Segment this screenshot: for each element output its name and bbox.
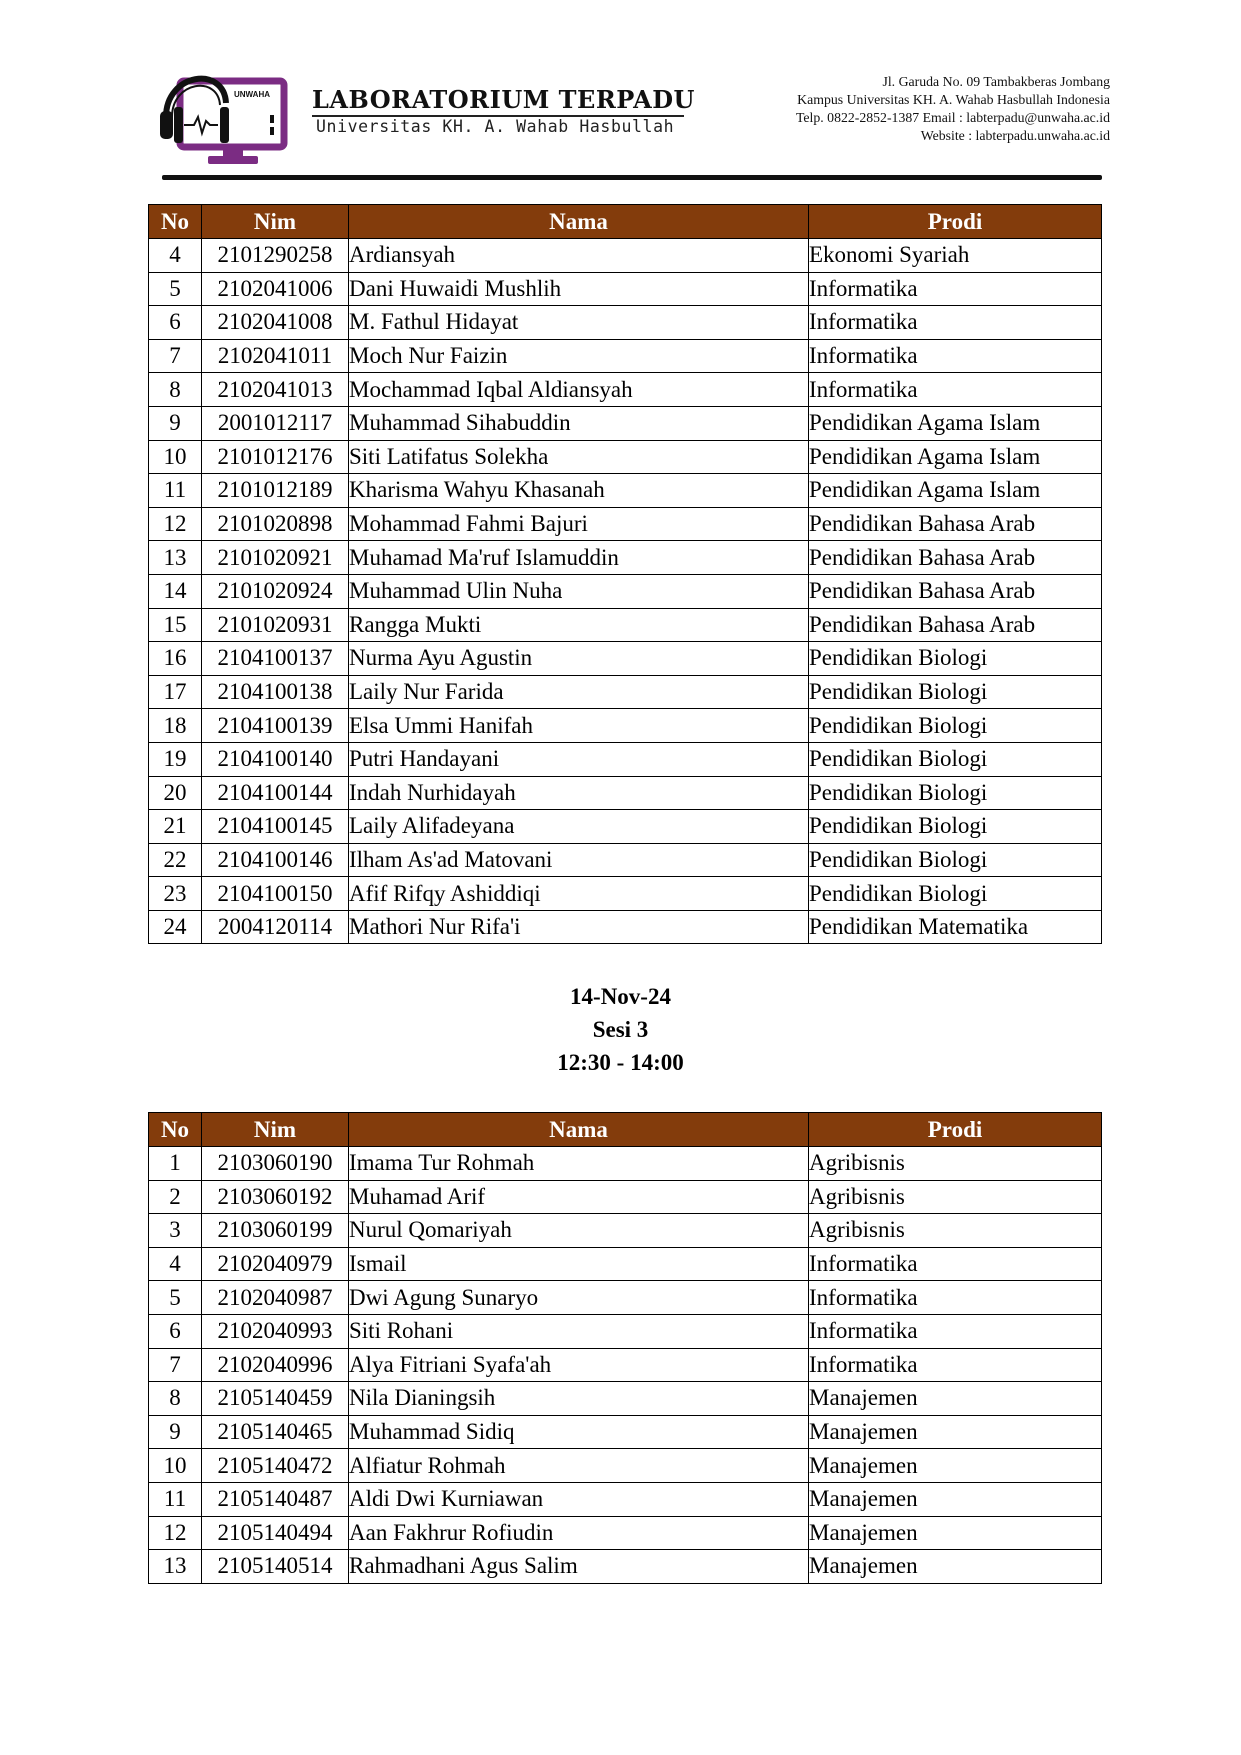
cell-prodi: Informatika xyxy=(809,272,1102,306)
cell-prodi: Manajemen xyxy=(809,1449,1102,1483)
cell-no: 9 xyxy=(149,406,202,440)
cell-prodi: Pendidikan Biologi xyxy=(809,877,1102,911)
lab-logo xyxy=(160,59,295,167)
cell-no: 24 xyxy=(149,910,202,944)
cell-prodi: Pendidikan Agama Islam xyxy=(809,406,1102,440)
table-row xyxy=(149,1214,1102,1248)
cell-prodi: Informatika xyxy=(809,1314,1102,1348)
table-row xyxy=(149,507,1102,541)
table-body xyxy=(149,1147,1102,1584)
cell-no: 11 xyxy=(149,1482,202,1516)
cell-prodi: Ekonomi Syariah xyxy=(809,239,1102,273)
cell-nim: 2105140487 xyxy=(202,1482,349,1516)
cell-nama: Nurul Qomariyah xyxy=(349,1214,809,1248)
cell-nim: 2103060199 xyxy=(202,1214,349,1248)
cell-nim: 2101020898 xyxy=(202,507,349,541)
cell-no: 8 xyxy=(149,1382,202,1416)
cell-nama: Alfiatur Rohmah xyxy=(349,1449,809,1483)
cell-nama: Indah Nurhidayah xyxy=(349,776,809,810)
cell-nama: Muhamad Ma'ruf Islamuddin xyxy=(349,541,809,575)
cell-no: 4 xyxy=(149,1247,202,1281)
table-row xyxy=(149,910,1102,944)
table-row xyxy=(149,1247,1102,1281)
table-row xyxy=(149,1415,1102,1449)
cell-no: 16 xyxy=(149,642,202,676)
cell-no: 3 xyxy=(149,1214,202,1248)
cell-nim: 2105140472 xyxy=(202,1449,349,1483)
cell-prodi: Manajemen xyxy=(809,1382,1102,1416)
cell-no: 5 xyxy=(149,1281,202,1315)
cell-prodi: Pendidikan Biologi xyxy=(809,742,1102,776)
cell-nim: 2102041008 xyxy=(202,306,349,340)
cell-nim: 2105140459 xyxy=(202,1382,349,1416)
cell-nama: Mathori Nur Rifa'i xyxy=(349,910,809,944)
cell-no: 17 xyxy=(149,675,202,709)
column-header-no: No xyxy=(149,205,202,239)
cell-nim: 2104100144 xyxy=(202,776,349,810)
header-divider xyxy=(162,175,1102,180)
table-row xyxy=(149,272,1102,306)
cell-no: 19 xyxy=(149,742,202,776)
cell-prodi: Pendidikan Biologi xyxy=(809,709,1102,743)
table-row xyxy=(149,1348,1102,1382)
address-line: Kampus Universitas KH. A. Wahab Hasbullah Indonesia xyxy=(797,92,1110,107)
table-row xyxy=(149,1482,1102,1516)
cell-prodi: Informatika xyxy=(809,339,1102,373)
table-row xyxy=(149,406,1102,440)
cell-prodi: Pendidikan Matematika xyxy=(809,910,1102,944)
lab-title: LABORATORIUM TERPADU xyxy=(312,85,695,114)
cell-nama: Muhammad Ulin Nuha xyxy=(349,574,809,608)
table-row xyxy=(149,306,1102,340)
cell-nama: Nila Dianingsih xyxy=(349,1382,809,1416)
table-row xyxy=(149,474,1102,508)
cell-nim: 2104100138 xyxy=(202,675,349,709)
table-row xyxy=(149,1180,1102,1214)
cell-nim: 2102041013 xyxy=(202,373,349,407)
cell-no: 7 xyxy=(149,1348,202,1382)
cell-prodi: Pendidikan Agama Islam xyxy=(809,474,1102,508)
cell-nim: 2102040987 xyxy=(202,1281,349,1315)
table-header-row xyxy=(149,1113,1102,1147)
cell-no: 5 xyxy=(149,272,202,306)
table-row xyxy=(149,339,1102,373)
cell-prodi: Informatika xyxy=(809,306,1102,340)
table-row xyxy=(149,574,1102,608)
table-row xyxy=(149,810,1102,844)
cell-nim: 2102041011 xyxy=(202,339,349,373)
cell-no: 18 xyxy=(149,709,202,743)
cell-nim: 2105140465 xyxy=(202,1415,349,1449)
cell-nama: Alya Fitriani Syafa'ah xyxy=(349,1348,809,1382)
cell-nim: 2101020924 xyxy=(202,574,349,608)
cell-nim: 2102041006 xyxy=(202,272,349,306)
cell-nama: Rahmadhani Agus Salim xyxy=(349,1550,809,1584)
cell-nama: Rangga Mukti xyxy=(349,608,809,642)
cell-prodi: Informatika xyxy=(809,1281,1102,1315)
table-row xyxy=(149,541,1102,575)
table-row xyxy=(149,239,1102,273)
cell-prodi: Pendidikan Bahasa Arab xyxy=(809,507,1102,541)
column-header-nama: Nama xyxy=(349,205,809,239)
cell-prodi: Pendidikan Bahasa Arab xyxy=(809,608,1102,642)
cell-prodi: Informatika xyxy=(809,373,1102,407)
letterhead xyxy=(150,55,1110,165)
cell-prodi: Manajemen xyxy=(809,1482,1102,1516)
cell-nim: 2103060190 xyxy=(202,1147,349,1181)
cell-no: 9 xyxy=(149,1415,202,1449)
cell-nim: 2004120114 xyxy=(202,910,349,944)
cell-nim: 2104100145 xyxy=(202,810,349,844)
cell-prodi: Agribisnis xyxy=(809,1147,1102,1181)
cell-no: 11 xyxy=(149,474,202,508)
cell-prodi: Pendidikan Bahasa Arab xyxy=(809,574,1102,608)
cell-nama: Aan Fakhrur Rofiudin xyxy=(349,1516,809,1550)
column-header-no: No xyxy=(149,1113,202,1147)
cell-nama: Imama Tur Rohmah xyxy=(349,1147,809,1181)
table-row xyxy=(149,1281,1102,1315)
cell-no: 23 xyxy=(149,877,202,911)
table-row xyxy=(149,675,1102,709)
cell-no: 21 xyxy=(149,810,202,844)
cell-nama: Kharisma Wahyu Khasanah xyxy=(349,474,809,508)
cell-prodi: Manajemen xyxy=(809,1415,1102,1449)
cell-prodi: Pendidikan Biologi xyxy=(809,810,1102,844)
cell-nim: 2103060192 xyxy=(202,1180,349,1214)
cell-nama: Elsa Ummi Hanifah xyxy=(349,709,809,743)
cell-nim: 2101012176 xyxy=(202,440,349,474)
lab-subtitle: Universitas KH. A. Wahab Hasbullah xyxy=(316,117,675,136)
logo-text: UNWAHA xyxy=(234,90,270,99)
cell-nim: 2001012117 xyxy=(202,406,349,440)
table-row xyxy=(149,1449,1102,1483)
cell-prodi: Pendidikan Biologi xyxy=(809,675,1102,709)
cell-nim: 2101020921 xyxy=(202,541,349,575)
cell-nim: 2104100140 xyxy=(202,742,349,776)
cell-nim: 2104100137 xyxy=(202,642,349,676)
table-row xyxy=(149,1550,1102,1584)
cell-prodi: Manajemen xyxy=(809,1516,1102,1550)
website-line: Website : labterpadu.unwaha.ac.id xyxy=(920,128,1110,143)
cell-prodi: Pendidikan Agama Islam xyxy=(809,440,1102,474)
table-row xyxy=(149,709,1102,743)
cell-no: 7 xyxy=(149,339,202,373)
session-info xyxy=(0,980,1241,1079)
table-row xyxy=(149,1147,1102,1181)
cell-nama: Muhammad Sihabuddin xyxy=(349,406,809,440)
column-header-prodi: Prodi xyxy=(809,205,1102,239)
cell-nama: Siti Rohani xyxy=(349,1314,809,1348)
cell-nama: M. Fathul Hidayat xyxy=(349,306,809,340)
cell-no: 20 xyxy=(149,776,202,810)
cell-no: 15 xyxy=(149,608,202,642)
session-date: 14-Nov-24 xyxy=(570,984,671,1009)
cell-nama: Mochammad Iqbal Aldiansyah xyxy=(349,373,809,407)
table-row xyxy=(149,1314,1102,1348)
cell-no: 6 xyxy=(149,306,202,340)
address-line: Jl. Garuda No. 09 Tambakberas Jombang xyxy=(882,74,1110,89)
cell-nama: Nurma Ayu Agustin xyxy=(349,642,809,676)
cell-no: 13 xyxy=(149,541,202,575)
cell-nama: Ismail xyxy=(349,1247,809,1281)
table-row xyxy=(149,742,1102,776)
cell-no: 22 xyxy=(149,843,202,877)
cell-nama: Afif Rifqy Ashiddiqi xyxy=(349,877,809,911)
column-header-nim: Nim xyxy=(202,1113,349,1147)
cell-no: 12 xyxy=(149,1516,202,1550)
table-row xyxy=(149,642,1102,676)
cell-prodi: Agribisnis xyxy=(809,1214,1102,1248)
cell-nama: Moch Nur Faizin xyxy=(349,339,809,373)
table-row xyxy=(149,776,1102,810)
table-row xyxy=(149,877,1102,911)
cell-nama: Laily Alifadeyana xyxy=(349,810,809,844)
cell-prodi: Pendidikan Bahasa Arab xyxy=(809,541,1102,575)
table-row xyxy=(149,608,1102,642)
cell-nama: Ardiansyah xyxy=(349,239,809,273)
table-body xyxy=(149,239,1102,944)
cell-nama: Dani Huwaidi Mushlih xyxy=(349,272,809,306)
cell-prodi: Informatika xyxy=(809,1348,1102,1382)
cell-no: 10 xyxy=(149,1449,202,1483)
table-header-row xyxy=(149,205,1102,239)
column-header-nama: Nama xyxy=(349,1113,809,1147)
address-block xyxy=(796,73,1110,145)
cell-no: 8 xyxy=(149,373,202,407)
cell-nim: 2101020931 xyxy=(202,608,349,642)
table-row xyxy=(149,440,1102,474)
cell-prodi: Informatika xyxy=(809,1247,1102,1281)
cell-nama: Muhamad Arif xyxy=(349,1180,809,1214)
cell-prodi: Pendidikan Biologi xyxy=(809,642,1102,676)
cell-no: 10 xyxy=(149,440,202,474)
cell-prodi: Manajemen xyxy=(809,1550,1102,1584)
cell-no: 1 xyxy=(149,1147,202,1181)
table-row xyxy=(149,1382,1102,1416)
table-row xyxy=(149,373,1102,407)
cell-prodi: Pendidikan Biologi xyxy=(809,843,1102,877)
cell-no: 6 xyxy=(149,1314,202,1348)
cell-nim: 2102040993 xyxy=(202,1314,349,1348)
cell-nim: 2105140514 xyxy=(202,1550,349,1584)
cell-prodi: Agribisnis xyxy=(809,1180,1102,1214)
table-row xyxy=(149,843,1102,877)
contact-line: Telp. 0822-2852-1387 Email : labterpadu@unwaha.ac.id xyxy=(795,110,1110,125)
cell-nim: 2101012189 xyxy=(202,474,349,508)
cell-no: 2 xyxy=(149,1180,202,1214)
cell-no: 14 xyxy=(149,574,202,608)
participant-table-2 xyxy=(148,1112,1102,1584)
cell-nama: Putri Handayani xyxy=(349,742,809,776)
cell-prodi: Pendidikan Biologi xyxy=(809,776,1102,810)
cell-nama: Muhammad Sidiq xyxy=(349,1415,809,1449)
session-time: 12:30 - 14:00 xyxy=(557,1050,684,1075)
session-name: Sesi 3 xyxy=(592,1017,649,1042)
cell-nama: Ilham As'ad Matovani xyxy=(349,843,809,877)
cell-nim: 2101290258 xyxy=(202,239,349,273)
cell-nim: 2104100150 xyxy=(202,877,349,911)
cell-nama: Laily Nur Farida xyxy=(349,675,809,709)
cell-nama: Aldi Dwi Kurniawan xyxy=(349,1482,809,1516)
cell-no: 13 xyxy=(149,1550,202,1584)
cell-no: 4 xyxy=(149,239,202,273)
cell-no: 12 xyxy=(149,507,202,541)
column-header-prodi: Prodi xyxy=(809,1113,1102,1147)
cell-nama: Dwi Agung Sunaryo xyxy=(349,1281,809,1315)
cell-nama: Siti Latifatus Solekha xyxy=(349,440,809,474)
column-header-nim: Nim xyxy=(202,205,349,239)
cell-nim: 2102040996 xyxy=(202,1348,349,1382)
cell-nim: 2102040979 xyxy=(202,1247,349,1281)
cell-nim: 2104100139 xyxy=(202,709,349,743)
participant-table-1 xyxy=(148,204,1102,944)
cell-nim: 2105140494 xyxy=(202,1516,349,1550)
cell-nama: Mohammad Fahmi Bajuri xyxy=(349,507,809,541)
table-row xyxy=(149,1516,1102,1550)
cell-nim: 2104100146 xyxy=(202,843,349,877)
